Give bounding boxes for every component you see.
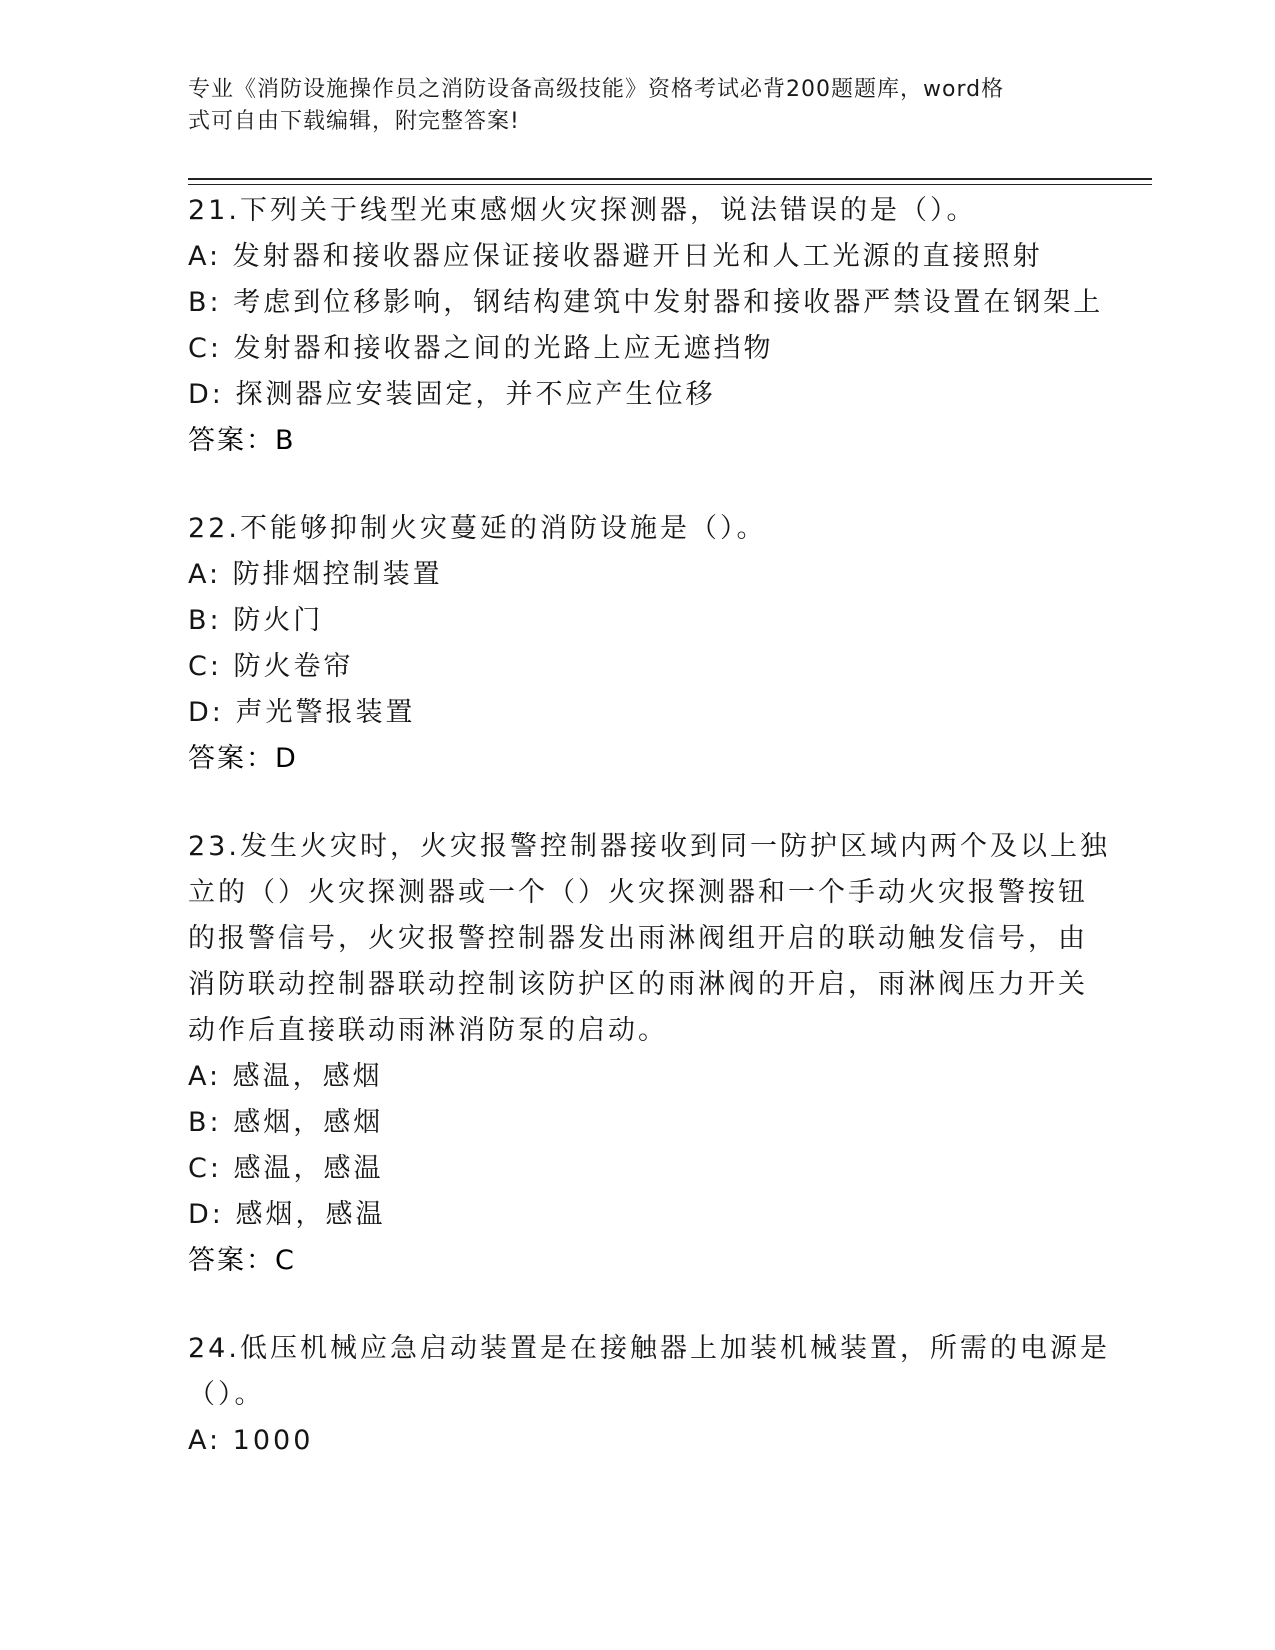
- answer-label: 答案：D: [188, 743, 298, 774]
- question-24: [188, 1326, 1110, 1464]
- option-c: C: 感温，感温: [188, 1153, 384, 1184]
- option-a: A: 发射器和接收器应保证接收器避开日光和人工光源的直接照射: [188, 241, 1043, 272]
- question-stem-line: 23.发生火灾时，火灾报警控制器接收到同一防护区域内两个及以上独: [188, 831, 1110, 862]
- option-d: D: 声光警报装置: [188, 697, 416, 728]
- question-22: [188, 506, 1088, 782]
- option-b: B: 防火门: [188, 605, 324, 636]
- question-stem-line: 动作后直接联动雨淋消防泵的启动。: [188, 1015, 668, 1046]
- question-stem: 22.不能够抑制火灾蔓延的消防设施是（）。: [188, 513, 767, 544]
- option-d: D: 感烟，感温: [188, 1199, 386, 1230]
- option-a: A: 1000: [188, 1425, 314, 1456]
- answer-label: 答案：C: [188, 1245, 296, 1276]
- question-21: [188, 188, 1104, 464]
- option-b: B: 考虑到位移影响，钢结构建筑中发射器和接收器严禁设置在钢架上: [188, 287, 1104, 318]
- option-c: C: 防火卷帘: [188, 651, 354, 682]
- document-header: [188, 74, 1088, 138]
- question-stem-line: 消防联动控制器联动控制该防护区的雨淋阀的开启，雨淋阀压力开关: [188, 969, 1088, 1000]
- option-c: C: 发射器和接收器之间的光路上应无遮挡物: [188, 333, 774, 364]
- header-divider-thin: [188, 184, 1152, 185]
- question-23: [188, 824, 1110, 1284]
- header-line-2: 式可自由下载编辑，附完整答案!: [188, 109, 520, 134]
- question-stem-line: （）。: [188, 1379, 265, 1410]
- question-stem-line: 的报警信号，火灾报警控制器发出雨淋阀组开启的联动触发信号，由: [188, 923, 1088, 954]
- option-b: B: 感烟，感烟: [188, 1107, 384, 1138]
- option-a: A: 感温，感烟: [188, 1061, 383, 1092]
- option-a: A: 防排烟控制装置: [188, 559, 443, 590]
- question-stem-line: 24.低压机械应急启动装置是在接触器上加装机械装置，所需的电源是: [188, 1333, 1110, 1364]
- header-divider-thick: [188, 178, 1152, 180]
- answer-label: 答案：B: [188, 425, 296, 456]
- question-stem-line: 立的（）火灾探测器或一个（）火灾探测器和一个手动火灾报警按钮: [188, 877, 1088, 908]
- question-list: [188, 188, 1110, 1506]
- question-stem: 21.下列关于线型光束感烟火灾探测器，说法错误的是（）。: [188, 195, 977, 226]
- header-line-1: 专业《消防设施操作员之消防设备高级技能》资格考试必背200题题库，word格: [188, 77, 1005, 102]
- option-d: D: 探测器应安装固定，并不应产生位移: [188, 379, 716, 410]
